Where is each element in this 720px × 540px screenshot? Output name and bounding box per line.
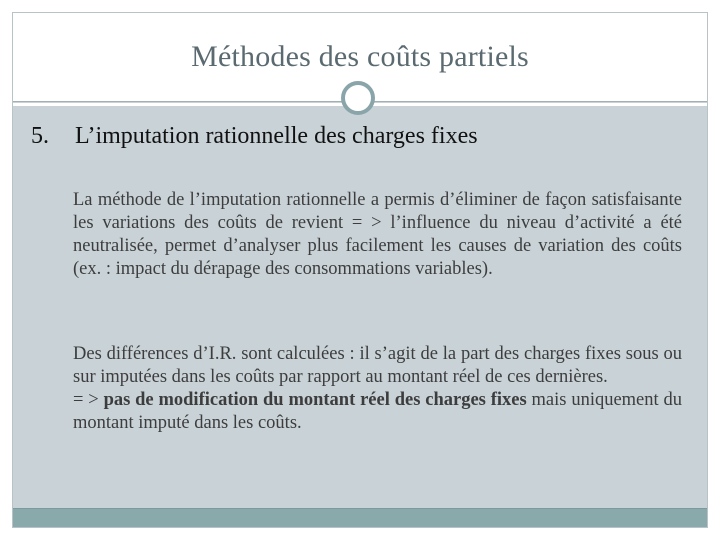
- section-heading: [31, 123, 478, 150]
- circle-ornament-icon: [341, 81, 375, 115]
- slide: [12, 12, 708, 528]
- arrow-prefix: = >: [73, 390, 104, 410]
- slide-title: Méthodes des coûts partiels: [191, 40, 529, 73]
- paragraph-2-tail: mais uniquement du montant imputé dans les coûts.: [73, 390, 682, 433]
- paragraph-2: [73, 343, 682, 435]
- paragraph-1: La méthode de l’imputation rationnelle a permis d’éliminer de façon satisfaisante les variations des coûts de revient = > l’influence du niveau d’activité a été neutralisée, permet d’analyser plus facilement les causes de variation des coûts (ex. : impact du dérapage des consommations variables).: [73, 190, 682, 279]
- bold-emphasis: pas de modification du montant réel des charges fixes: [103, 390, 527, 410]
- section-number: 5.: [31, 123, 49, 149]
- section-title: L’imputation rationnelle des charges fixes: [75, 123, 478, 149]
- footer-bar: [13, 508, 707, 527]
- paragraph-2-text: Des différences d’I.R. sont calculées : il s’agit de la part des charges fixes sous ou sur imputées dans les coûts par rapport au montant réel de ces dernières.: [73, 344, 682, 387]
